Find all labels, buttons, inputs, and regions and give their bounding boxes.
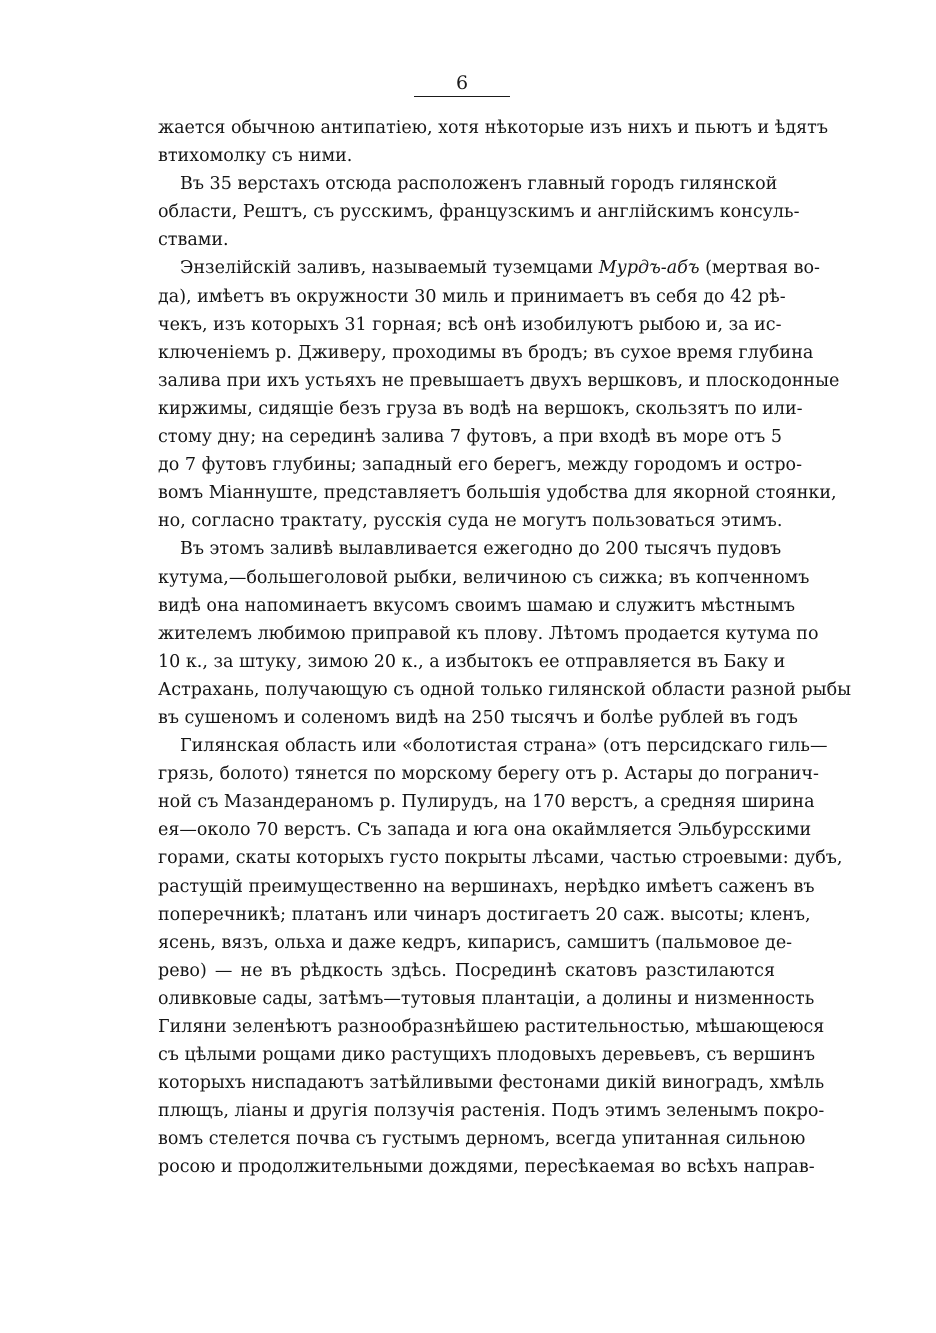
text-line: 10 к., за штуку, зимою 20 к., а избытокъ ее отправляется въ Баку и — [158, 651, 786, 672]
text-line: ной съ Мазандераномъ р. Пулирудъ, на 170 верстъ, а средняя ширина — [158, 792, 815, 813]
text-segment: (мертвая во- — [699, 258, 820, 279]
text-line: Гиляни зеленѣютъ разнообразнѣйшею растительностью, мѣшающеюся — [158, 1017, 825, 1037]
text-line: втихомолку съ ними. — [158, 146, 353, 167]
text-line: оливковые сады, затѣмъ—тутовыя плантаціи, а долины и низменность — [158, 988, 815, 1009]
text-segment: Энзелійскій заливъ, называемый туземцами — [180, 258, 599, 279]
text-line: вомъ Міаннуште, представляетъ большія удобства для якорной стоянки, — [158, 483, 837, 504]
text-line: грязь, болото) тянется по морскому берегу отъ р. Астары до погранич- — [158, 764, 819, 785]
page-number: 6 — [455, 72, 469, 94]
text-line: Въ этомъ заливѣ вылавливается ежегодно до 200 тысячъ пудовъ — [180, 539, 782, 560]
text-line: залива при ихъ устьяхъ не превышаетъ двухъ вершковъ, и плоскодонные — [158, 370, 840, 391]
text-line — [158, 254, 820, 282]
text-line: Въ 35 верстахъ отсюда расположенъ главный городъ гилянской — [180, 174, 778, 195]
text-line: въ сушеномъ и соленомъ видѣ на 250 тысячъ и болѣе рублей въ годъ — [158, 707, 798, 728]
text-line: да), имѣетъ въ окружности 30 миль и принимаетъ въ себя до 42 рѣ- — [158, 286, 786, 307]
text-line: киржимы, сидящіе безъ груза въ водѣ на вершокъ, скользятъ по или- — [158, 398, 803, 419]
text-line: жителемъ любимою приправой къ плову. Лѣтомъ продается кутума по — [158, 623, 819, 644]
text-line: до 7 футовъ глубины; западный его берегъ, между городомъ и остро- — [158, 455, 802, 476]
text-line: которыхъ ниспадаютъ затѣйливыми фестонами дикій виноградъ, хмѣль — [158, 1073, 825, 1094]
emphasized-term: Мурдъ-абъ — [598, 258, 700, 279]
text-line: росою и продолжительными дождями, пересѣкаемая во всѣхъ направ- — [158, 1157, 815, 1178]
text-line: поперечникѣ; платанъ или чинаръ достигаетъ 20 саж. высоты; кленъ, — [158, 904, 811, 925]
text-line: ключеніемъ р. Дживеру, проходимы въ бродъ; въ сухое время глубина — [158, 342, 814, 363]
text-line: Гилянская область или «болотистая страна» (отъ персидскаго гиль— — [180, 736, 828, 757]
text-line: горами, скаты которыхъ густо покрыты лѣсами, частью строевыми: дубъ, — [158, 848, 843, 869]
text-line: чекъ, изъ которыхъ 31 горная; всѣ онѣ изобилуютъ рыбою и, за ис- — [158, 314, 782, 335]
text-line: жается обычною антипатіею, хотя нѣкоторые изъ нихъ и пьютъ и ѣдятъ — [158, 118, 828, 138]
text-line: ствами. — [158, 230, 229, 251]
text-line: видѣ она напоминаетъ вкусомъ своимъ шамаю и служитъ мѣстнымъ — [158, 595, 796, 616]
body-text — [158, 114, 852, 1182]
text-line: растущій преимущественно на вершинахъ, нерѣдко имѣетъ саженъ въ — [158, 876, 815, 897]
text-line: стому дну; на серединѣ залива 7 футовъ, а при входѣ въ море отъ 5 — [158, 427, 783, 448]
text-line: Астрахань, получающую съ одной только гилянской области разной рыбы — [158, 679, 852, 700]
text-line: ясень, вязъ, ольха и даже кедръ, кипарисъ, самшитъ (пальмовое де- — [158, 932, 793, 953]
text-line: вомъ стелется почва съ густымъ дерномъ, всегда упитанная сильною — [158, 1129, 806, 1150]
text-line: области, Рештъ, съ русскимъ, французскимъ и англійскимъ консуль- — [158, 202, 800, 223]
page-number-rule — [414, 96, 510, 97]
text-line: ея—около 70 верстъ. Съ запада и юга она окаймляется Эльбурсскими — [158, 820, 812, 841]
text-line: съ цѣлыми рощами дико растущихъ плодовыхъ деревьевъ, съ вершинъ — [158, 1045, 816, 1066]
text-line: кутума,—большеголовой рыбки, величиною съ сижка; въ копченномъ — [158, 567, 810, 588]
text-line: плющъ, ліаны и другія ползучія растенія. Подъ этимъ зеленымъ покро- — [158, 1101, 825, 1122]
text-line: но, согласно трактату, русскія суда не могутъ пользоваться этимъ. — [158, 511, 783, 532]
text-line: рево) — не въ рѣдкость здѣсь. Посрединѣ скатовъ разстилаются — [158, 960, 775, 981]
